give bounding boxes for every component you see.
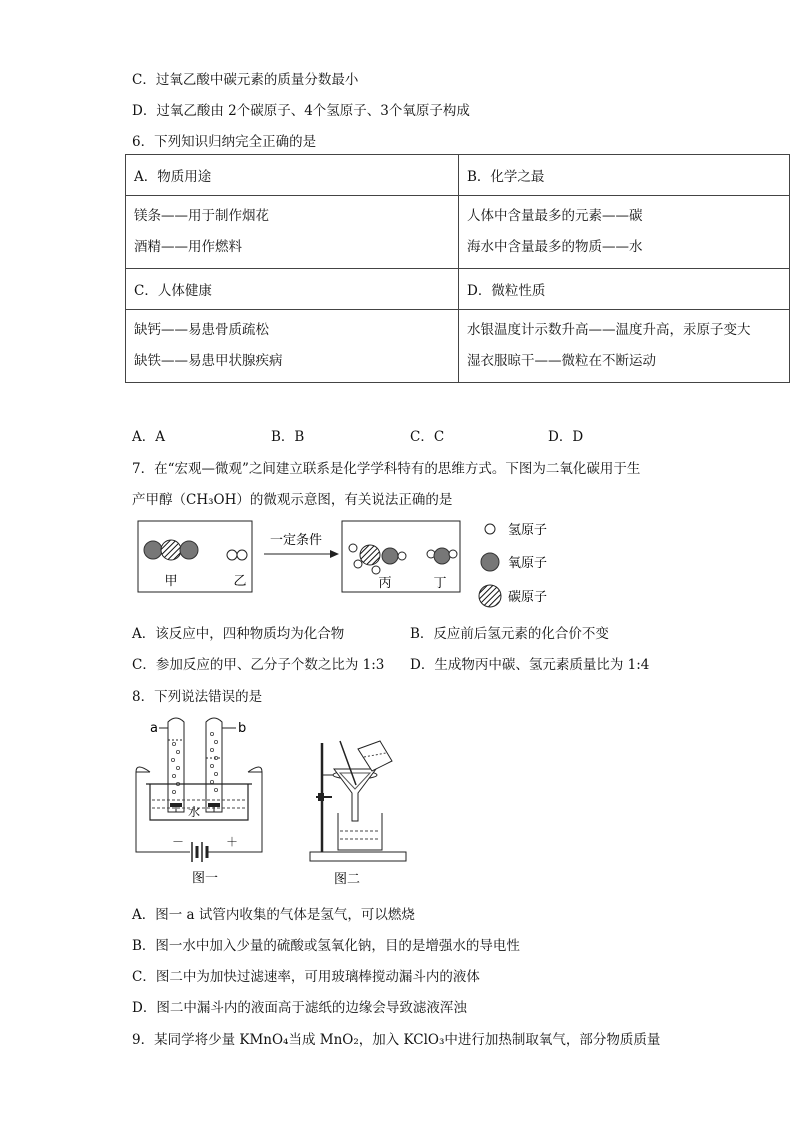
q6-option-b: B．B [271,429,305,445]
q6-stem: 6．下列知识归纳完全正确的是 [132,134,317,150]
q5-option-d: D．过氧乙酸由 2个碳原子、4个氢原子、3个氧原子构成 [132,103,470,119]
label-water: 水 [187,805,201,819]
q6-b-line1: 人体中含量最多的元素——碳 [467,208,643,224]
label-minus: － [172,835,185,849]
q6-cell-b-body [459,196,790,269]
hydrogen-atom [227,550,237,560]
q8-stem: 8．下列说法错误的是 [132,689,263,705]
q6-option-a: A．A [132,429,165,445]
funnel [334,769,376,821]
q6-d-line2: 湿衣服晾干——微粒在不断运动 [467,353,656,369]
legend-hydrogen-label: 氢原子 [508,523,548,538]
label-plus: ＋ [226,835,239,849]
q6-d-line1: 水银温度计示数升高——温度升高，汞原子变大 [467,322,751,338]
legend-oxygen-label: 氧原子 [508,556,548,571]
pouring-beaker [358,741,392,771]
arrow-condition-label: 一定条件 [269,533,323,548]
label-ding: 丁 [433,576,447,591]
q5-option-c: C．过氧乙酸中碳元素的质量分数最小 [132,72,359,88]
legend-carbon-icon [479,585,501,607]
q7-option-b: B．反应前后氢元素的化合价不变 [410,626,609,642]
q8-option-b: B．图一水中加入少量的硫酸或氢氧化钠，目的是增强水的导电性 [132,938,520,954]
hydrogen-atom [398,552,406,560]
label-b: b [238,721,247,736]
label-jia: 甲 [164,574,178,589]
oxygen-atom [180,541,198,559]
q8-figure1-electrolysis [130,712,275,890]
q6-cell-d-body [459,310,790,383]
q8-option-a: A．图一 a 试管内收集的气体是氢气，可以燃烧 [132,907,415,923]
q6-cell-c-header: C．人体健康 [126,269,459,310]
label-yi: 乙 [233,574,247,589]
q7-option-c: C．参加反应的甲、乙分子个数之比为 1:3 [132,657,385,673]
q6-c-line2: 缺铁——易患甲状腺疾病 [134,353,283,369]
label-a: a [150,721,158,736]
label-bing: 丙 [378,576,392,591]
q7-stem-line1: 7．在“宏观—微观”之间建立联系是化学学科特有的思维方式。下图为二氧化碳用于生 [132,461,641,477]
q6-cell-d-header: D．微粒性质 [459,269,790,310]
stand-base [310,852,406,861]
q8-option-d: D．图二中漏斗内的液面高于滤纸的边缘会导致滤液浑浊 [132,1000,467,1016]
q8-option-c: C．图二中为加快过滤速率，可用玻璃棒搅动漏斗内的液体 [132,969,480,985]
electrode-b [208,803,220,807]
hydrogen-atom [354,560,362,568]
q6-cell-a-body [126,196,459,269]
q9-stem: 9．某同学将少量 KMnO₄当成 MnO₂，加入 KClO₃中进行加热制取氧气，部分物质质量 [132,1032,661,1048]
arrow-head [330,550,339,558]
carbon-atom [161,540,181,560]
legend-oxygen-icon [481,553,499,571]
q6-a-line1: 镁条——用于制作烟花 [134,208,269,224]
q6-option-c: C．C [410,429,445,445]
q6-cell-c-body [126,310,459,383]
q6-cell-a-header: A．物质用途 [126,155,459,196]
oxygen-atom [144,541,162,559]
q6-knowledge-table [125,154,790,383]
q7-option-a: A．该反应中，四种物质均为化合物 [132,626,345,642]
q6-c-line1: 缺钙——易患骨质疏松 [134,322,269,338]
hydrogen-atom [372,566,380,574]
oxygen-atom [382,548,398,564]
hydrogen-atom [449,550,457,558]
q6-a-line2: 酒精——用作燃料 [134,239,242,255]
hydrogen-atom [349,544,357,552]
legend-carbon-label: 碳原子 [508,590,548,605]
hydrogen-atom [237,550,247,560]
carbon-atom [360,545,380,565]
figure2-caption: 图二 [333,872,361,887]
q6-b-line2: 海水中含量最多的物质——水 [467,239,643,255]
q8-figure2-filtration [302,735,412,890]
q7-option-d: D．生成物丙中碳、氢元素质量比为 1:4 [410,657,650,673]
q6-option-d: D．D [548,429,584,445]
oxygen-atom [434,548,450,564]
q6-options [132,425,652,443]
q7-stem-line2: 产甲醇（CH₃OH）的微观示意图，有关说法正确的是 [132,492,453,508]
q7-reaction-diagram [130,512,570,612]
q6-cell-b-header: B．化学之最 [459,155,790,196]
electrode-a [170,803,182,807]
legend-hydrogen-icon [485,524,495,534]
test-tube-a [168,718,184,812]
test-tube-b [206,718,222,812]
figure1-caption: 图一 [191,871,219,886]
